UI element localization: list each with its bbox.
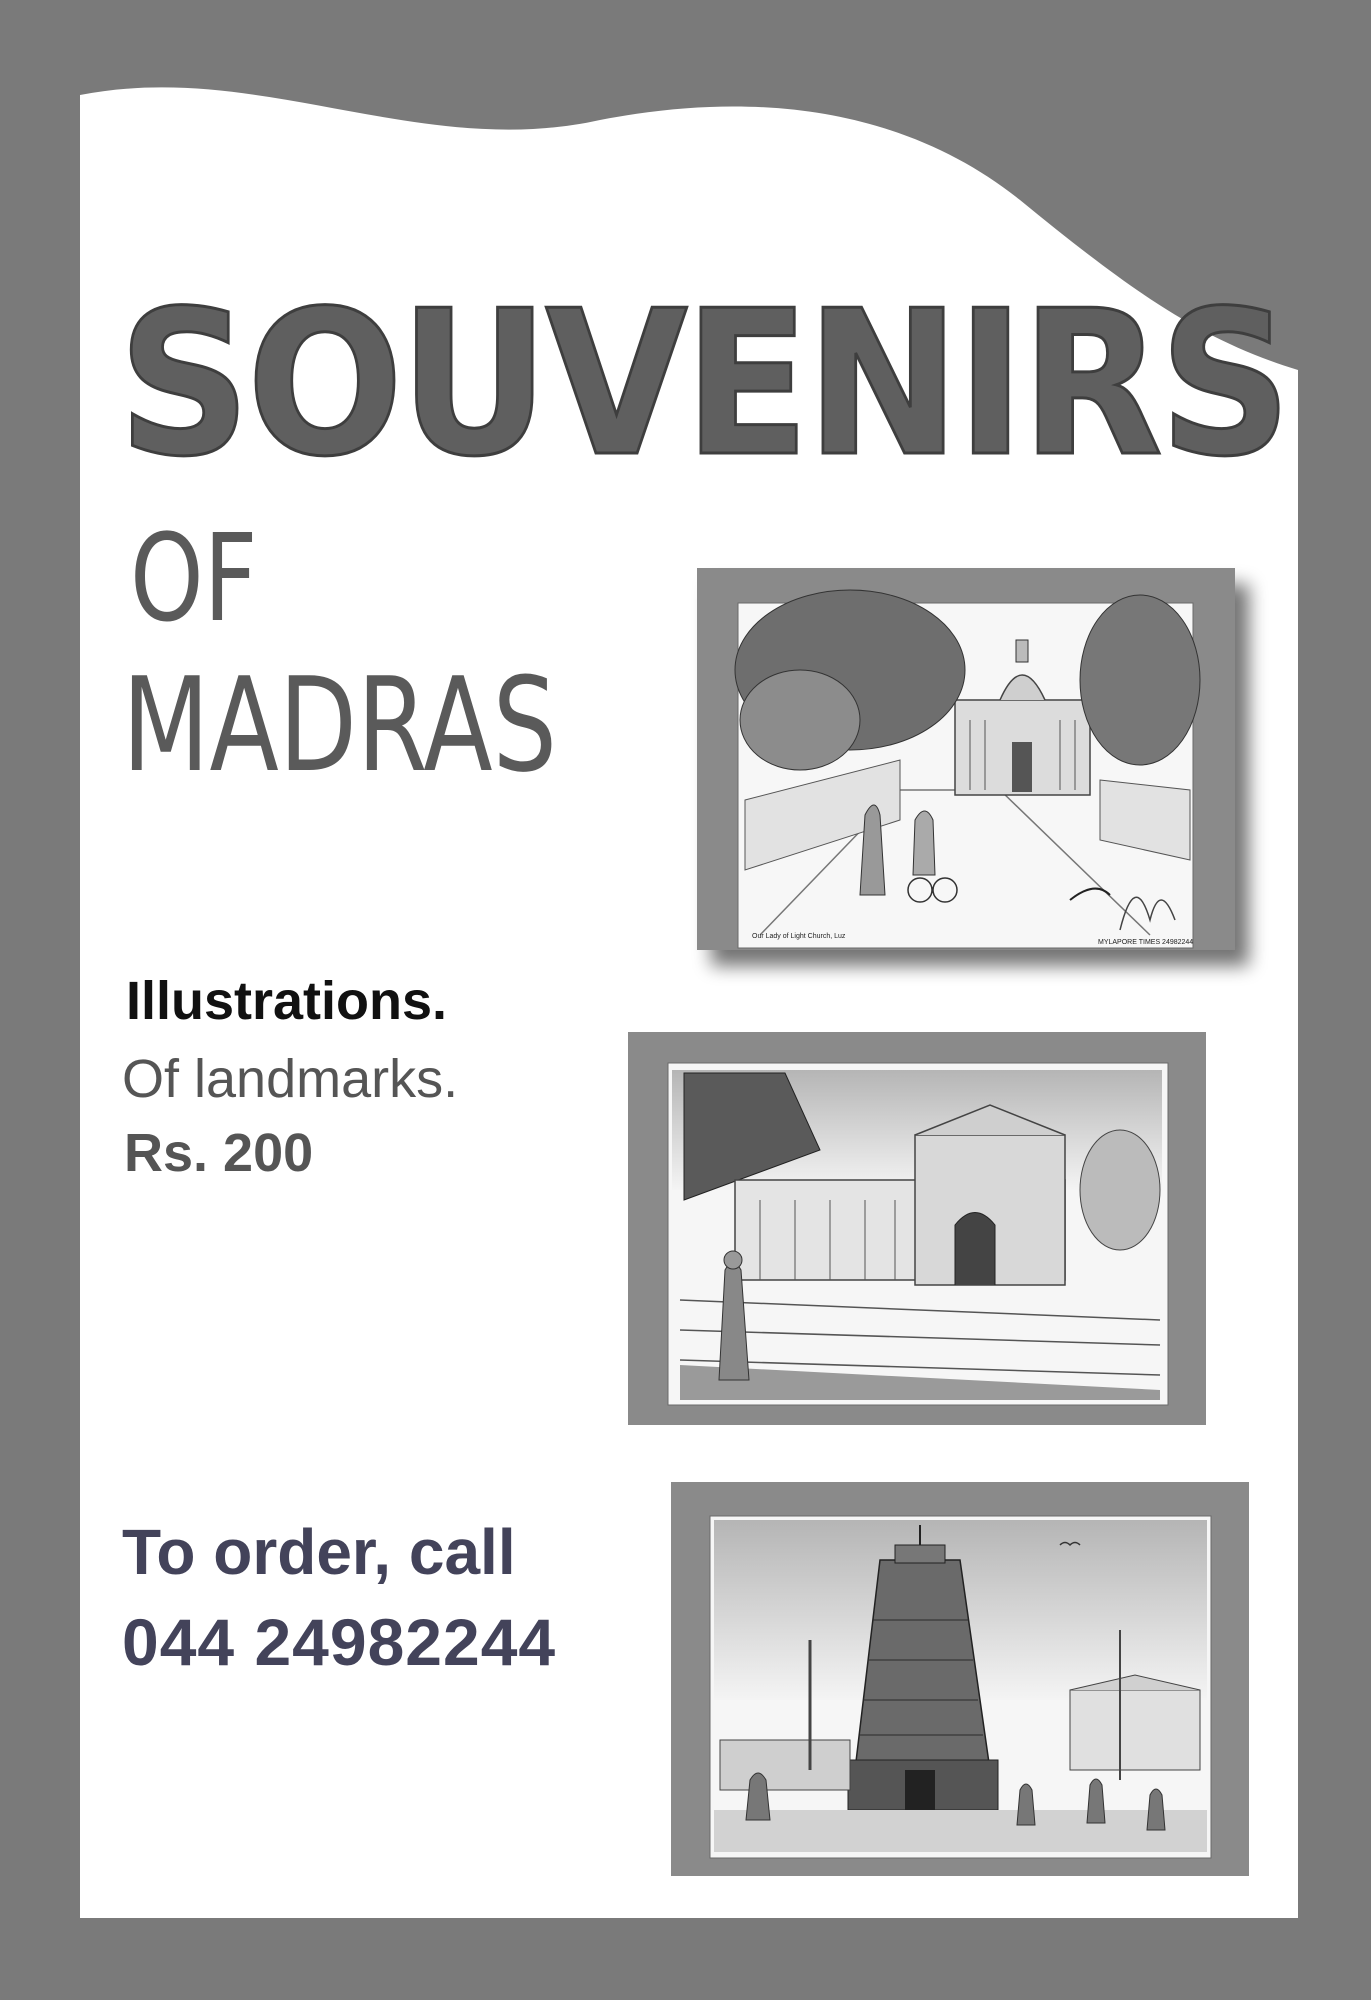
illustration-railway-station — [628, 1032, 1206, 1425]
poster-subtitle-madras: MADRAS — [122, 649, 558, 801]
phone-number: 044 24982244 — [122, 1605, 557, 1679]
church-caption-left: Our Lady of Light Church, Luz — [752, 933, 846, 940]
poster-subtitle-of: OF — [130, 510, 258, 649]
poster-title: SOUVENIRS — [118, 268, 1288, 501]
price-label: Rs. 200 — [124, 1123, 314, 1183]
illustration-temple — [671, 1482, 1249, 1876]
illustration-church — [697, 568, 1235, 950]
church-caption-right: MYLAPORE TIMES 24982244 — [1098, 939, 1194, 946]
description-line: Of landmarks. — [122, 1049, 459, 1109]
product-line: Illustrations. — [126, 971, 448, 1031]
order-prompt: To order, call — [122, 1516, 516, 1588]
